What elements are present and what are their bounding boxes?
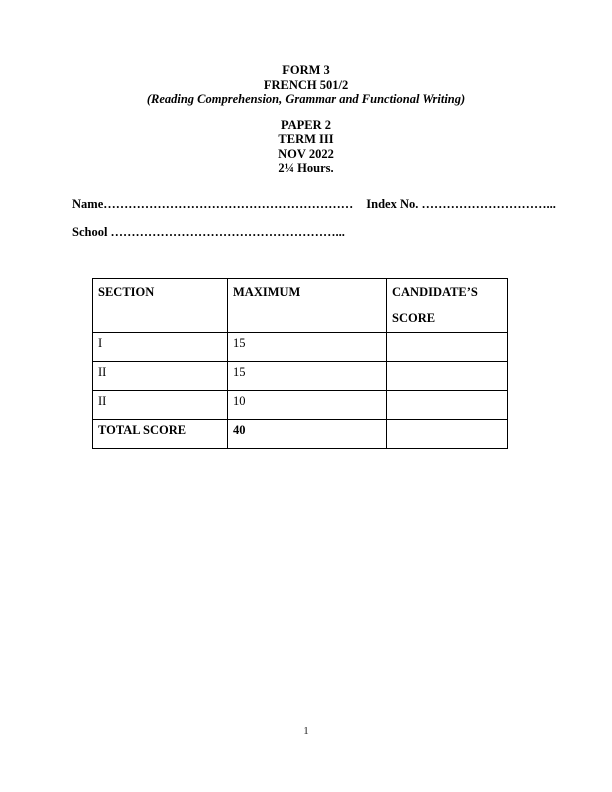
maximum-cell: 15 bbox=[228, 333, 387, 362]
table-header-row bbox=[93, 279, 508, 333]
heading-paper-number: PAPER 2 bbox=[280, 117, 332, 132]
section-cell: I bbox=[93, 333, 228, 362]
candidate-score-cell bbox=[387, 362, 508, 391]
name-index-line bbox=[72, 197, 572, 212]
maximum-cell: 10 bbox=[228, 391, 387, 420]
maximum-header-cell: MAXIMUM bbox=[228, 279, 387, 333]
table-row bbox=[93, 333, 508, 362]
section-cell: II bbox=[93, 391, 228, 420]
candidate-score-cell bbox=[387, 391, 508, 420]
heading-date: NOV 2022 bbox=[278, 146, 334, 161]
table-row bbox=[93, 362, 508, 391]
total-score-row bbox=[93, 420, 508, 449]
exam-heading bbox=[0, 63, 612, 176]
candidate-score-header-line2: SCORE bbox=[392, 310, 436, 325]
school-line bbox=[72, 225, 345, 240]
name-field-label: Name…………………………………………………… bbox=[72, 197, 354, 211]
section-cell: II bbox=[93, 362, 228, 391]
candidate-score-header-cell bbox=[387, 279, 508, 333]
heading-form-level: FORM 3 bbox=[282, 63, 330, 77]
candidate-score-cell bbox=[387, 420, 508, 449]
candidate-score-table bbox=[92, 278, 508, 449]
heading-paper-description: (Reading Comprehension, Grammar and Functional Writing) bbox=[146, 92, 466, 106]
total-score-label-cell: TOTAL SCORE bbox=[93, 420, 228, 449]
heading-duration: 2¼ Hours. bbox=[278, 161, 334, 175]
candidate-score-header-line1: CANDIDATE’S bbox=[392, 285, 478, 299]
heading-subject-code: FRENCH 501/2 bbox=[263, 77, 349, 92]
section-header-cell: SECTION bbox=[93, 279, 228, 333]
candidate-score-cell bbox=[387, 333, 508, 362]
total-maximum-cell: 40 bbox=[228, 420, 387, 449]
page-number: 1 bbox=[303, 725, 309, 737]
maximum-cell: 15 bbox=[228, 362, 387, 391]
school-field-label: School ………………………………………………... bbox=[72, 225, 345, 239]
index-no-field-label: Index No. …………………………... bbox=[366, 197, 556, 211]
table-row bbox=[93, 391, 508, 420]
heading-term: TERM III bbox=[278, 132, 334, 146]
